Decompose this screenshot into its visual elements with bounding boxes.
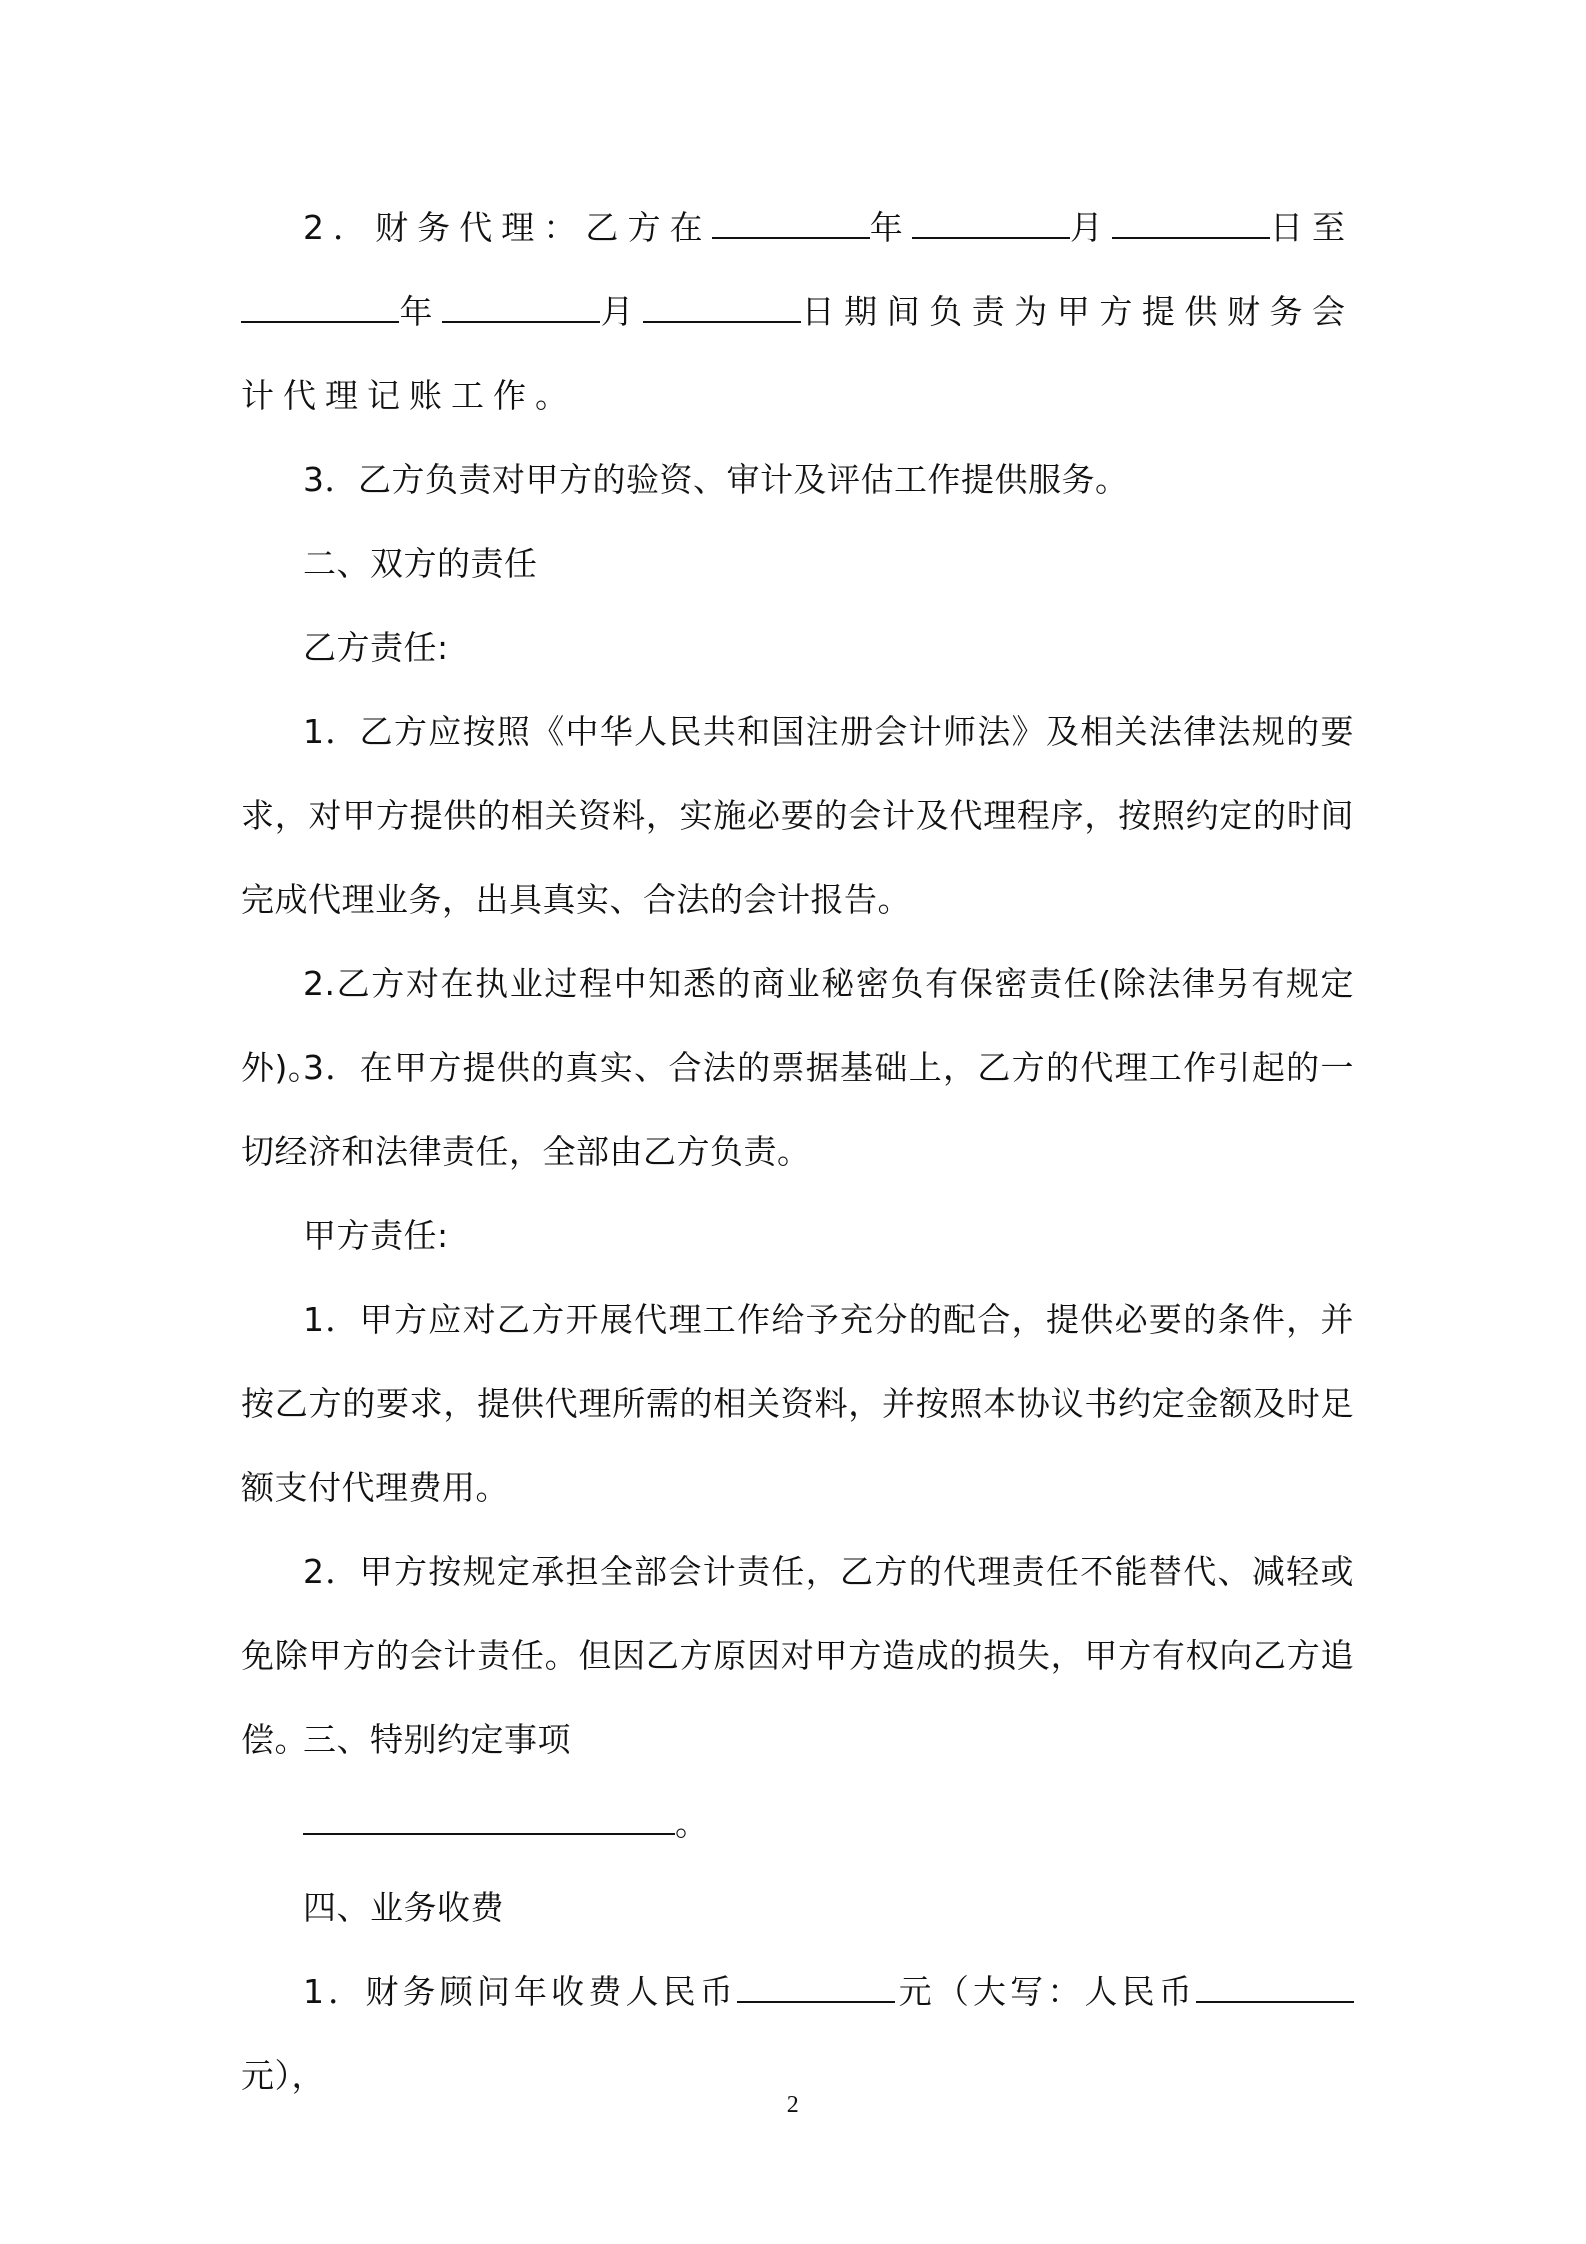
party-a-clause-1: 1．甲方应对乙方开展代理工作给予充分的配合，提供必要的条件，并按乙方的要求，提供代理所需的相关资料，并按照本协议书约定金额及时足额支付代理费用。: [241, 1300, 1354, 1507]
party-a-responsibility-title: 甲方责任:: [303, 1216, 449, 1255]
clause-text: 元），: [241, 2056, 325, 2095]
blank-line: [1196, 1971, 1354, 2003]
blank-line: [241, 291, 399, 323]
clause-text: 。: [675, 1804, 709, 1843]
clause-text: 1．财务顾问年收费人民币: [303, 1972, 737, 2011]
clause-text: 2．财务代理：乙方在: [303, 208, 712, 247]
clause-text: 年: [869, 208, 912, 247]
clause-text: 日期间负责为甲方提供财务会计代理记账工作。: [241, 292, 1355, 415]
clause-audit-service: 3．乙方负责对甲方的验资、审计及评估工作提供服务。: [303, 460, 1129, 499]
party-a-clause-2: 2．甲方按规定承担全部会计责任，乙方的代理责任不能替代、减轻或免除甲方的会计责任。但因乙方原因对甲方造成的损失，甲方有权向乙方追偿。: [241, 1552, 1354, 1759]
page-number: 2: [786, 2092, 800, 2118]
party-b-clause-2: 2.乙方对在执业过程中知悉的商业秘密负有保密责任(除法律另有规定外)。: [241, 964, 1354, 1087]
clause-text: 元（大写：人民币: [895, 1972, 1197, 2011]
party-b-clause-3: 3．在甲方提供的真实、合法的票据基础上，乙方的代理工作引起的一切经济和法律责任，全部由乙方负责。: [241, 1048, 1354, 1171]
blank-line: [303, 1803, 675, 1835]
section-heading-special-terms: 三、特别约定事项: [303, 1720, 571, 1759]
section-heading-fees: 四、业务收费: [303, 1888, 504, 1927]
clause-text: 月: [600, 292, 644, 331]
clause-text: 月: [1069, 208, 1112, 247]
clause-financial-agency: [241, 186, 1354, 438]
party-b-clause-1: 1．乙方应按照《中华人民共和国注册会计师法》及相关法律法规的要求，对甲方提供的相关资料，实施必要的会计及代理程序，按照约定的时间完成代理业务，出具真实、合法的会计报告。: [241, 712, 1354, 919]
special-terms-blank: [241, 1782, 1354, 1866]
blank-line: [442, 291, 600, 323]
blank-line: [912, 207, 1070, 239]
blank-line: [643, 291, 801, 323]
section-heading-responsibilities: 二、双方的责任: [303, 544, 538, 583]
clause-text: 年: [399, 292, 443, 331]
blank-line: [712, 207, 870, 239]
blank-line: [1112, 207, 1270, 239]
blank-line: [737, 1971, 895, 2003]
clause-text: 日至: [1269, 208, 1354, 247]
party-b-responsibility-title: 乙方责任:: [303, 628, 449, 667]
